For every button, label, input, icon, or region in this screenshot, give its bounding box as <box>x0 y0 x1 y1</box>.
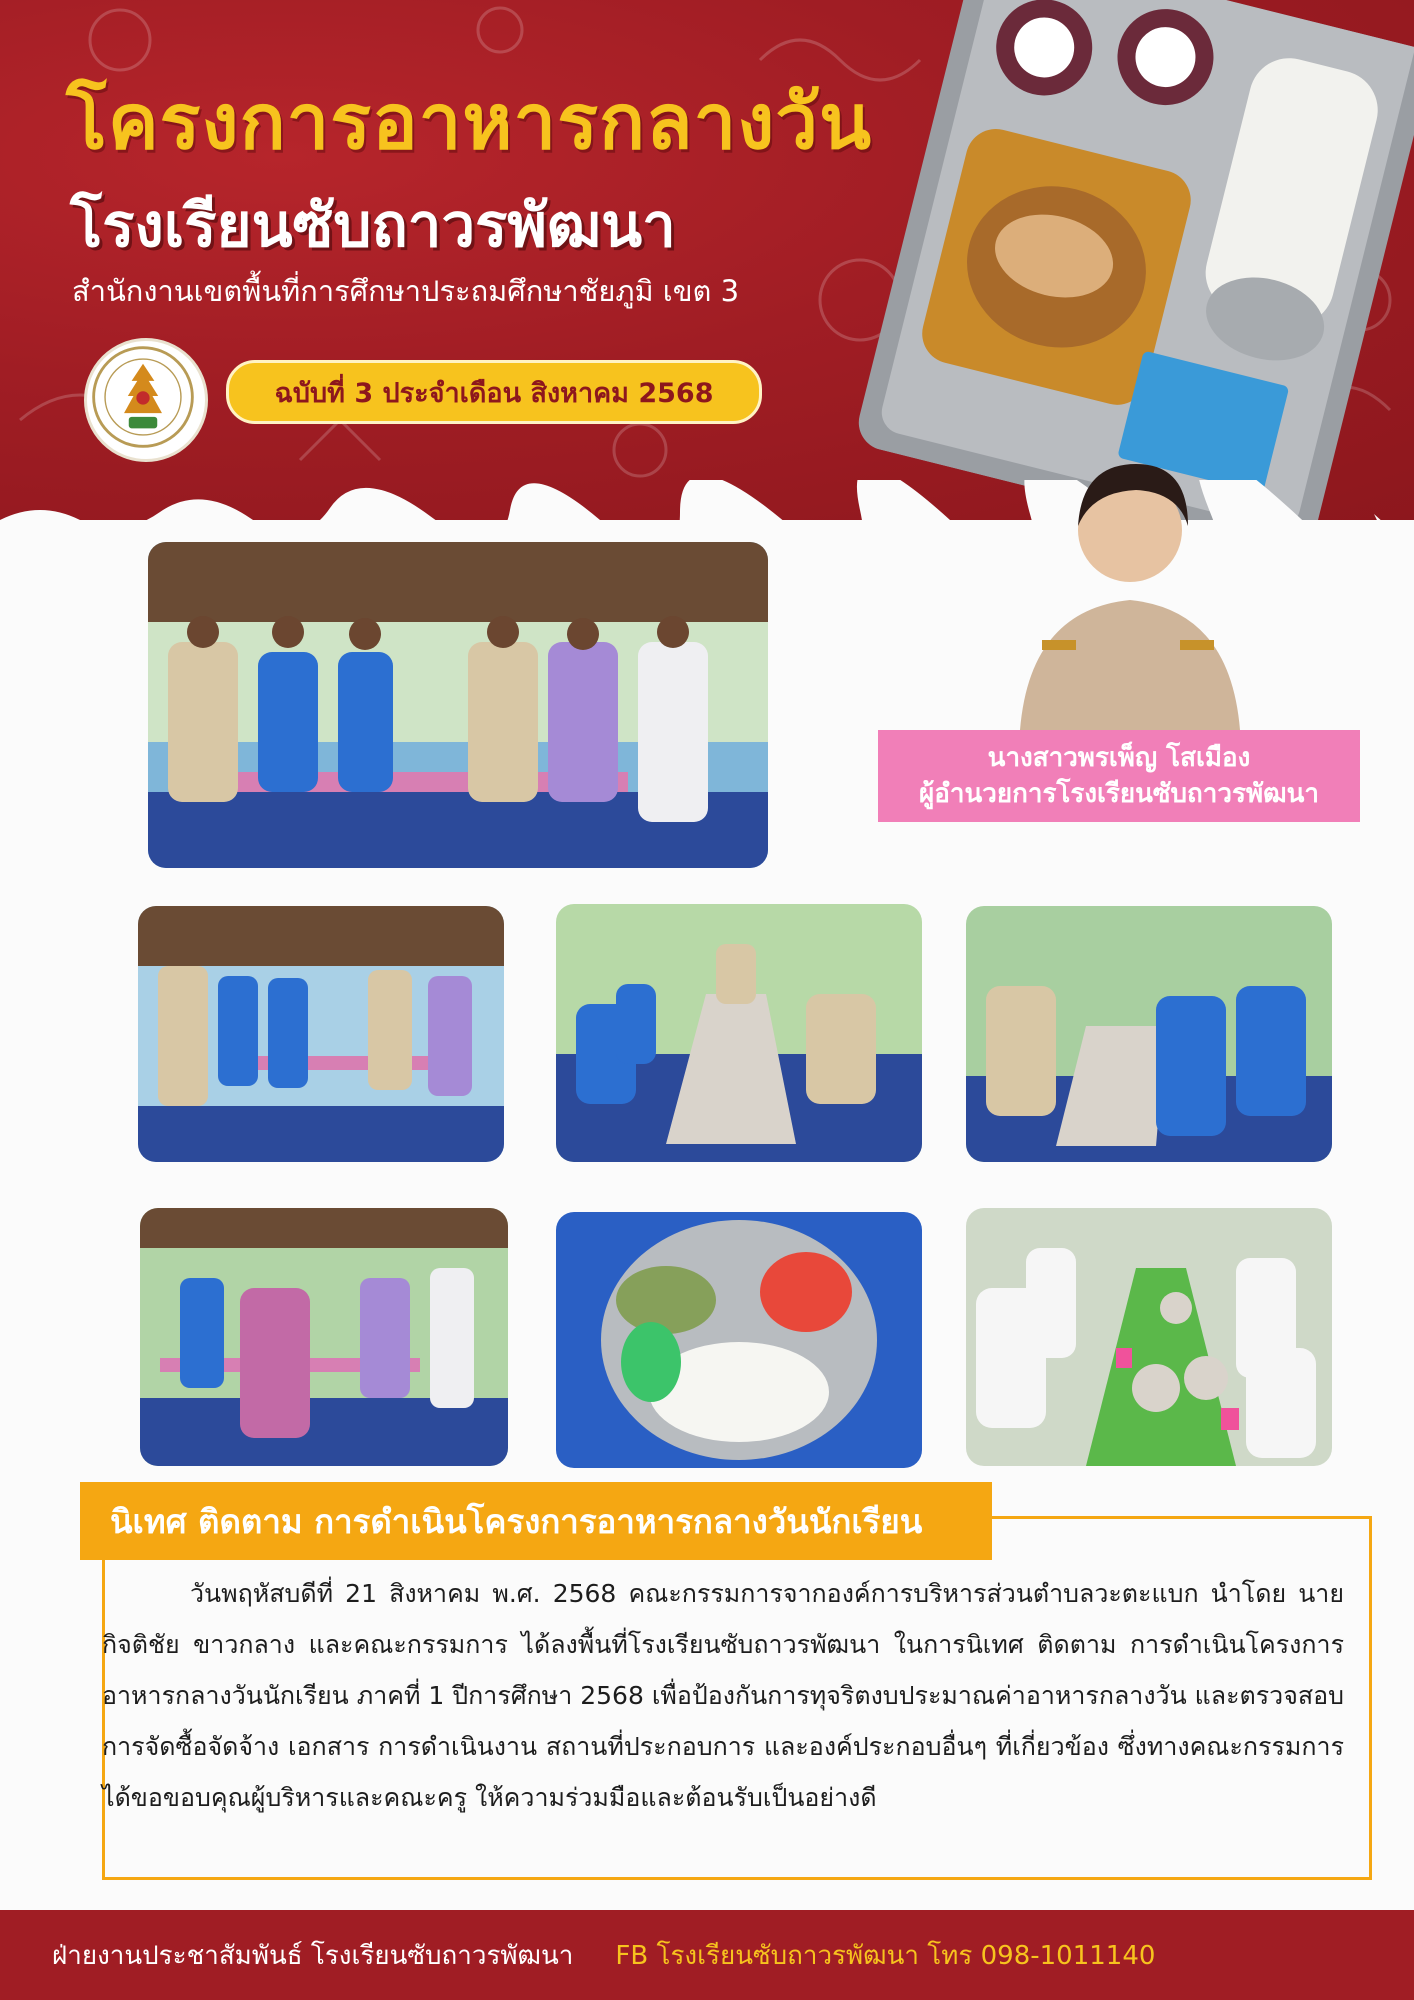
kitchen-staff-image <box>140 1208 508 1466</box>
photo-lunch-tray <box>556 1212 922 1468</box>
photo-team-table <box>138 906 504 1162</box>
school-emblem-icon <box>87 341 199 453</box>
director-label <box>878 730 1360 822</box>
committee-group-image <box>148 542 768 868</box>
director-name: นางสาวพรเพ็ญ โสเมือง <box>987 743 1251 773</box>
photo-students-eating <box>966 1208 1332 1466</box>
lunch-tray-image <box>556 1212 922 1468</box>
meeting-table-image <box>556 904 922 1162</box>
team-at-food-table-image <box>138 906 504 1162</box>
group-photo <box>148 542 768 868</box>
project-title: โครงการอาหารกลางวัน <box>66 77 873 166</box>
director-portrait <box>1000 430 1260 730</box>
meeting-discussion-image <box>966 906 1332 1162</box>
education-office: สำนักงานเขตพื้นที่การศึกษาประถมศึกษาชัยภูมิ เขต 3 <box>72 274 740 308</box>
photo-kitchen-staff <box>140 1208 508 1466</box>
article-body: วันพฤหัสบดีที่ 21 สิงหาคม พ.ศ. 2568 คณะกรรมการจากองค์การบริหารส่วนตำบลวะตะแบก นำโดย นายกิจติชัย ขาวกลาง และคณะกรรมการ ได้ลงพื้นที่โรงเรียนซับถาวรพัฒนา ในการนิเทศ ติดตาม การดำเนินโครงการอาหารกลางวันนักเรียน ภาคที่ 1 ปีการศึกษา 2568 เพื่อป้องกันการทุจริตงบประมาณค่าอาหารกลางวัน และตรวจสอบการจัดซื้อจัดจ้าง เอกสาร การดำเนินงาน สถานที่ประกอบการ และองค์ประกอบอื่นๆ ที่เกี่ยวข้อง ซึ่งทางคณะกรรมการได้ขอขอบคุณผู้บริหารและคณะครู ให้ความร่วมมือและต้อนรับเป็นอย่างดี <box>102 1579 1344 1812</box>
issue-badge: ฉบับที่ 3 ประจำเดือน สิงหาคม 2568 <box>226 360 762 424</box>
footer-contact: FB โรงเรียนซับถาวรพัฒนา โทร 098-1011140 <box>615 1940 1156 1971</box>
footer-bar <box>0 1910 1414 2000</box>
school-name: โรงเรียนซับถาวรพัฒนา <box>70 191 676 261</box>
school-logo <box>84 338 208 462</box>
photo-meeting-2 <box>966 906 1332 1162</box>
photo-meeting-1 <box>556 904 922 1162</box>
footer-department: ฝ่ายงานประชาสัมพันธ์ โรงเรียนซับถาวรพัฒนา <box>52 1940 574 1971</box>
students-eating-image <box>966 1208 1332 1466</box>
article-heading: นิเทศ ติดตาม การดำเนินโครงการอาหารกลางวันนักเรียน <box>80 1482 992 1560</box>
director-photo <box>1000 430 1260 730</box>
director-position: ผู้อำนวยการโรงเรียนซับถาวรพัฒนา <box>919 779 1319 809</box>
